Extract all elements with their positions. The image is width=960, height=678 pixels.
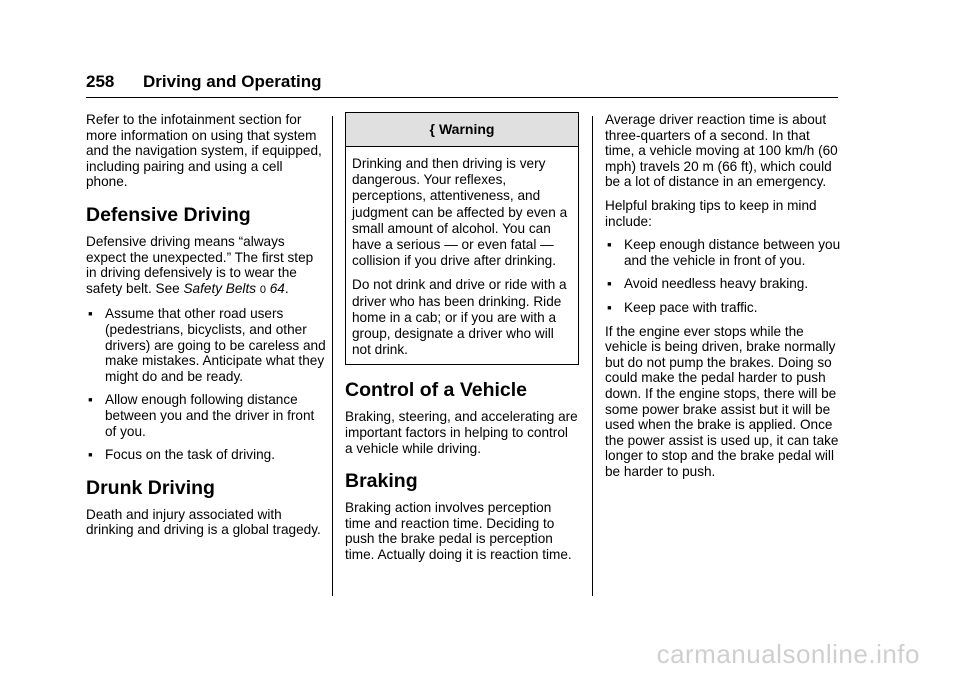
list-item-text: Keep pace with traffic. xyxy=(624,299,758,315)
watermark: carmanualsonline.info xyxy=(656,639,920,669)
reaction-paragraph: Average driver reaction time is about three-quarters of a second. In that time, a vehicle moving at 100 km/h (60 mph) travels 20 m (66 ft), which could be a lot of distance in an emergency. xyxy=(605,112,838,190)
bullet-icon: ▪ xyxy=(607,237,612,253)
tips-intro: Helpful braking tips to keep in mind include: xyxy=(605,197,817,229)
intro-paragraph: Refer to the infotainment section for more information on using that system and the navigation system, if equipped, including pairing and using a cell phone. xyxy=(86,112,322,190)
drunk-paragraph: Death and injury associated with drinking and driving is a global tragedy. xyxy=(86,506,321,538)
page-number: 258 xyxy=(86,72,115,91)
warning-body xyxy=(346,147,578,364)
period: . xyxy=(284,280,289,296)
list-item xyxy=(86,306,326,384)
list-item xyxy=(605,300,843,316)
heading-defensive-driving: Defensive Driving xyxy=(86,203,251,226)
column-divider xyxy=(592,116,593,596)
column-divider xyxy=(332,116,333,596)
column-right xyxy=(605,112,843,487)
warning-paragraph: Do not drink and drive or ride with a driver who has been drinking. Ride home in a cab; or if you are with a group, designate a driver who will not drink. xyxy=(352,277,567,358)
column-left xyxy=(86,112,326,546)
warning-box xyxy=(345,112,579,365)
bullet-icon: ▪ xyxy=(607,299,612,315)
header-rule xyxy=(86,97,838,98)
list-item-text: Assume that other road users (pedestrians, bicyclists, and other drivers) are going to be careless and make mistakes. Anticipate what they might do and be ready. xyxy=(105,306,326,384)
list-item xyxy=(605,237,843,268)
heading-control-of-vehicle: Control of a Vehicle xyxy=(345,379,528,402)
defensive-paragraph xyxy=(86,234,326,298)
list-item xyxy=(86,447,326,463)
warning-icon: { xyxy=(429,120,435,137)
section-title: Driving and Operating xyxy=(143,72,322,91)
list-item xyxy=(605,276,843,292)
page-ref-icon: 0 xyxy=(259,283,266,296)
bullet-icon: ▪ xyxy=(607,276,612,292)
heading-braking: Braking xyxy=(345,470,418,493)
list-item-text: Avoid needless heavy braking. xyxy=(624,276,809,292)
control-paragraph: Braking, steering, and accelerating are important factors in helping to control a vehicle while driving. xyxy=(345,409,578,456)
list-item-text: Allow enough following distance between you and the driver in front of you. xyxy=(105,392,315,439)
warning-paragraph: Drinking and then driving is very dangerous. Your reflexes, perceptions, attentiveness, and judgment can be affected by even a small amount of alcohol. You can have a serious — or even fatal — collision if you drive after drinking. xyxy=(352,156,568,269)
engine-paragraph: If the engine ever stops while the vehicle is being driven, brake normally but do not pump the brakes. Doing so could make the pedal harder to push down. If the engine stops, there will be some power brake assist but it will be used when the brake is applied. Once the power assist is used up, it can take longer to stop and the brake pedal will be harder to push. xyxy=(605,323,839,479)
defensive-text: Defensive driving means “always expect the unexpected.” The first step in driving defensively is to wear the safety belt. See xyxy=(86,233,314,296)
warning-header xyxy=(346,113,578,147)
bullet-icon: ▪ xyxy=(88,447,93,463)
list-item-text: Keep enough distance between you and the vehicle in front of you. xyxy=(624,237,841,268)
list-item-text: Focus on the task of driving. xyxy=(105,447,276,463)
braking-paragraph: Braking action involves perception time and reaction time. Deciding to push the brake pedal is perception time. Actually doing it is reaction time. xyxy=(345,500,572,562)
bullet-icon: ▪ xyxy=(88,392,93,408)
list-item xyxy=(86,392,326,439)
safety-belts-link[interactable]: Safety Belts xyxy=(183,280,257,296)
warning-label: Warning xyxy=(438,120,495,137)
page-ref-number[interactable]: 64 xyxy=(269,280,285,296)
heading-drunk-driving: Drunk Driving xyxy=(86,476,215,499)
bullet-icon: ▪ xyxy=(88,306,93,322)
column-middle xyxy=(345,112,579,571)
